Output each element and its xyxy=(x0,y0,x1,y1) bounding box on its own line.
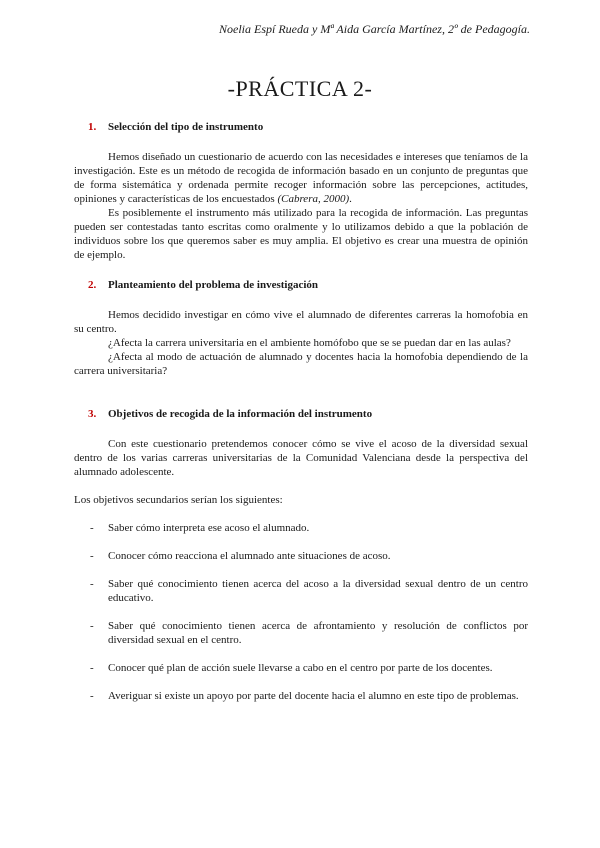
list-bullet: - xyxy=(90,690,94,702)
objectives-list xyxy=(74,521,528,703)
objective-text: Saber qué conocimiento tienen acerca del acoso a la diversidad sexual dentro de un centro educativo. xyxy=(108,578,528,604)
document-title: -PRÁCTICA 2- xyxy=(227,76,373,101)
section-3-number: 3. xyxy=(88,408,97,420)
list-item xyxy=(74,521,528,535)
list-bullet: - xyxy=(90,620,94,632)
list-item xyxy=(74,689,528,703)
list-bullet: - xyxy=(90,578,94,590)
section-2-number: 2. xyxy=(88,279,97,291)
page-header-authors: Noelia Espí Rueda y Mª Aida García Martínez, 2º de Pedagogía. xyxy=(219,22,530,36)
objective-text: Conocer qué plan de acción suele llevarse a cabo en el centro por parte de los docentes. xyxy=(108,662,493,674)
section-3-paragraph-1: Con este cuestionario pretendemos conocer cómo se vive el acoso de la diversidad sexual dentro de los varias carreras universitarias de la Comunidad Valenciana desde la perspectiva del alumnado adolescente. xyxy=(74,438,528,478)
objective-text: Conocer cómo reacciona el alumnado ante situaciones de acoso. xyxy=(108,550,391,562)
objective-text: Averiguar si existe un apoyo por parte del docente hacia el alumno en este tipo de problemas. xyxy=(108,690,519,702)
section-1-heading xyxy=(74,120,528,134)
research-question-2: ¿Afecta al modo de actuación de alumnado y docentes hacia la homofobia dependiendo de la carrera universitaria? xyxy=(74,351,528,377)
list-item xyxy=(74,661,528,675)
section-3-title: Objetivos de recogida de la información del instrumento xyxy=(108,408,373,420)
list-bullet: - xyxy=(90,662,94,674)
list-bullet: - xyxy=(90,550,94,562)
research-question-1: ¿Afecta la carrera universitaria en el ambiente homófobo que se se puedan dar en las aulas? xyxy=(108,337,511,349)
objectives-intro: Los objetivos secundarios serían los siguientes: xyxy=(74,494,283,506)
section-2-paragraph-1: Hemos decidido investigar en cómo vive el alumnado de diferentes carreras la homofobia en su centro. xyxy=(74,309,528,335)
list-item xyxy=(74,549,528,563)
list-item xyxy=(74,577,528,605)
section-3-heading xyxy=(74,407,528,421)
section-1-paragraph-1-text: Hemos diseñado un cuestionario de acuerdo con las necesidades e intereses que teníamos de la investigación. Este es un método de recogida de información basado en un conjunto de preguntas que de forma sistemática y ordenada permite recoger información sobre las percepciones, actitudes, opiniones y características de los encuestados xyxy=(74,151,528,205)
section-1-paragraph-2: Es posiblemente el instrumento más utilizado para la recogida de información. Las preguntas pueden ser contestadas tanto escritas como oralmente y lo utilizamos debido a que la población de individuos sobre los que queremos saber es muy amplia. El objetivo es crear una muestra de opinión de ejemplo. xyxy=(74,207,528,261)
section-1-paragraph-1-end: . xyxy=(349,193,352,205)
section-1-paragraph-1 xyxy=(74,150,528,206)
objective-text: Saber cómo interpreta ese acoso el alumnado. xyxy=(108,522,310,534)
section-2-heading xyxy=(74,278,528,292)
objective-text: Saber qué conocimiento tienen acerca de afrontamiento y resolución de conflictos por diversidad sexual en el centro. xyxy=(108,620,528,646)
list-bullet: - xyxy=(90,522,94,534)
section-2-title: Planteamiento del problema de investigación xyxy=(108,279,319,291)
section-1-title: Selección del tipo de instrumento xyxy=(108,121,264,133)
section-1-number: 1. xyxy=(88,121,97,133)
citation: (Cabrera, 2000) xyxy=(277,193,350,205)
document-body xyxy=(74,120,528,717)
list-item xyxy=(74,619,528,647)
